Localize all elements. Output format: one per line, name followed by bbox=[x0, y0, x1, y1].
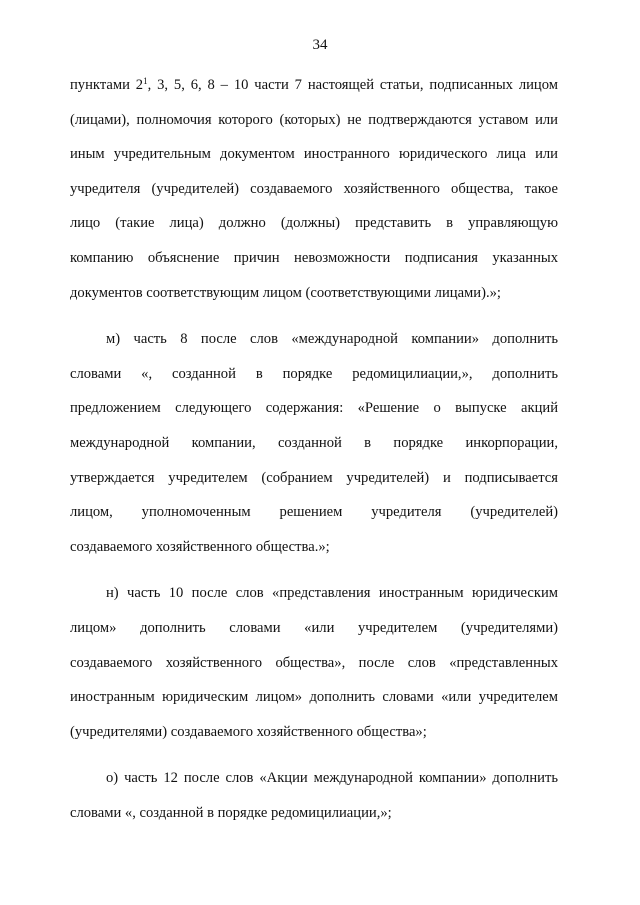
document-body bbox=[70, 68, 558, 842]
text-line: словами «, созданной в порядке редомицилиации,», дополнить bbox=[70, 365, 558, 382]
text-line: утверждается учредителем (собранием учредителей) и подписывается bbox=[70, 469, 558, 486]
text-line: создаваемого хозяйственного общества.»; bbox=[70, 538, 330, 555]
text-line: м) часть 8 после слов «международной компании» дополнить bbox=[106, 331, 558, 348]
text-line bbox=[70, 68, 558, 103]
paragraph-n bbox=[70, 576, 558, 749]
text-line: н) часть 10 после слов «представления иностранным юридическим bbox=[106, 585, 558, 602]
superscript: 1 bbox=[143, 76, 148, 86]
text-fragment: пунктами 2 bbox=[70, 77, 144, 93]
text-line: лицом, уполномоченным решением учредителя (учредителей) bbox=[70, 504, 558, 521]
text-line: предложением следующего содержания: «Решение о выпуске акций bbox=[70, 400, 558, 417]
text-line: лицом» дополнить словами «или учредителем (учредителями) bbox=[70, 619, 558, 636]
text-line: (лицами), полномочия которого (которых) не подтверждаются уставом или bbox=[70, 111, 558, 128]
text-line: (учредителями) создаваемого хозяйственного общества»; bbox=[70, 723, 427, 740]
text-line: словами «, созданной в порядке редомицилиации,»; bbox=[70, 804, 392, 821]
text-line: лицо (такие лица) должно (должны) представить в управляющую bbox=[70, 215, 558, 232]
text-line: учредителя (учредителей) создаваемого хозяйственного общества, такое bbox=[70, 180, 558, 197]
text-line: документов соответствующим лицом (соответствующими лицами).»; bbox=[70, 284, 501, 301]
page-number: 34 bbox=[312, 37, 328, 53]
text-line: иным учредительным документом иностранного юридического лица или bbox=[70, 146, 558, 163]
text-line: иностранным юридическим лицом» дополнить словами «или учредителем bbox=[70, 689, 558, 706]
text-line: создаваемого хозяйственного общества», после слов «представленных bbox=[70, 654, 558, 671]
text-line: международной компании, созданной в порядке инкорпорации, bbox=[70, 434, 558, 451]
text-line: о) часть 12 после слов «Акции международной компании» дополнить bbox=[106, 770, 558, 787]
text-line: компанию объяснение причин невозможности подписания указанных bbox=[70, 249, 558, 266]
paragraph-continuation bbox=[70, 68, 558, 310]
paragraph-m bbox=[70, 322, 558, 564]
paragraph-o bbox=[70, 761, 558, 830]
text-fragment: , 3, 5, 6, 8 – 10 части 7 настоящей статьи, подписанных лицом bbox=[147, 77, 558, 93]
